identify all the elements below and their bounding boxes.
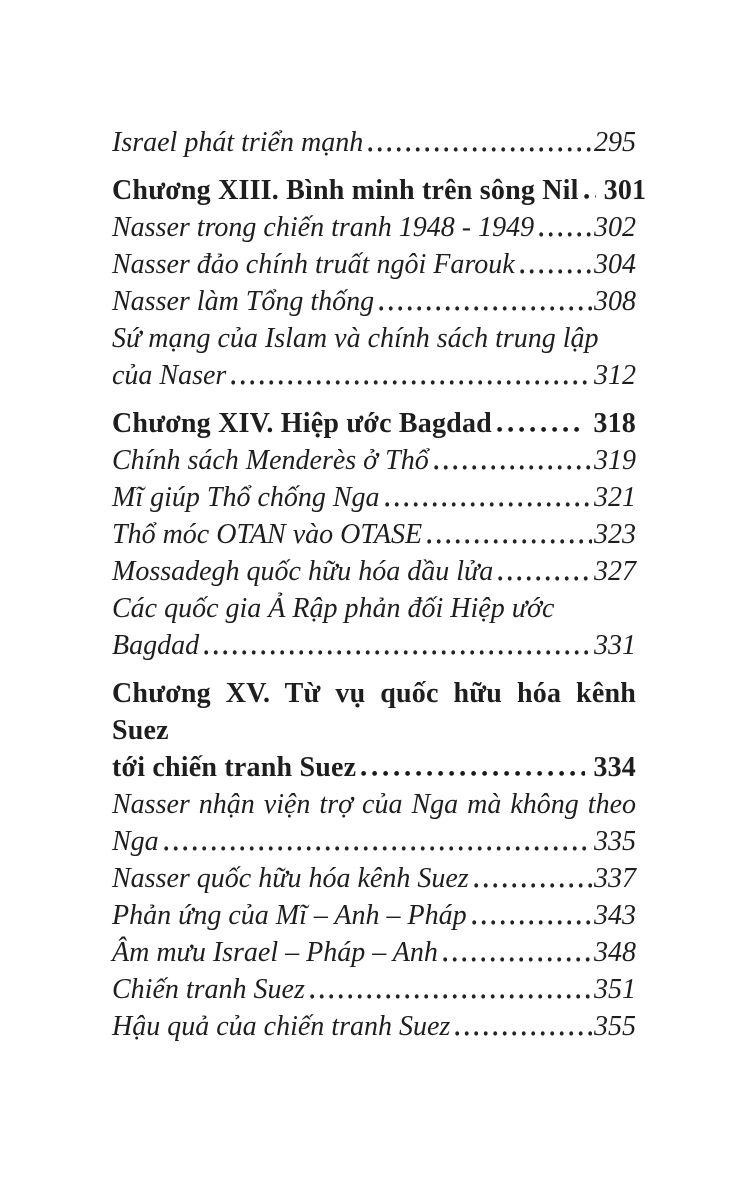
dot-leader	[361, 749, 585, 786]
toc-entry-title: của Naser	[112, 360, 227, 391]
toc-entry	[112, 860, 636, 897]
table-of-contents	[112, 124, 647, 1045]
toc-entry	[112, 283, 636, 320]
dot-leader	[368, 124, 592, 161]
toc-page-number: 321	[594, 482, 636, 513]
toc-entry	[112, 1008, 636, 1045]
dot-leader	[427, 516, 592, 553]
toc-page-number: 343	[594, 900, 636, 931]
toc-page-number: 319	[594, 445, 636, 476]
dot-leader	[231, 357, 592, 394]
toc-entry	[112, 786, 636, 860]
toc-entry	[112, 897, 636, 934]
dot-leader	[539, 209, 592, 246]
toc-chapter-title: Chương XIV. Hiệp ước Bagdad	[112, 408, 492, 439]
dot-leader	[455, 1008, 592, 1045]
dot-leader	[498, 553, 592, 590]
toc-page-number: 351	[594, 974, 636, 1005]
toc-entry-title: Nasser đảo chính truất ngôi Farouk	[112, 249, 515, 280]
toc-page-number: 323	[594, 519, 636, 550]
dot-leader	[584, 172, 596, 209]
toc-entry	[112, 590, 636, 664]
dot-leader	[434, 442, 592, 479]
toc-page-number: 335	[594, 826, 636, 857]
toc-entry	[112, 516, 636, 553]
toc-entry-chapter	[112, 172, 647, 209]
dot-leader	[310, 971, 592, 1008]
toc-page-number: 334	[593, 752, 636, 783]
toc-entry-chapter	[112, 405, 636, 442]
toc-entry	[112, 971, 636, 1008]
toc-entry-title: Bagdad	[112, 630, 200, 661]
toc-chapter-title-wrap: Chương XV. Từ vụ quốc hữu hóa kênh Suez	[112, 678, 636, 746]
toc-entry	[112, 124, 636, 161]
toc-entry-title: Nasser làm Tổng thống	[112, 286, 375, 317]
toc-chapter-title: Chương XIII. Bình minh trên sông Nil	[112, 175, 579, 206]
toc-entry	[112, 320, 636, 394]
toc-page-number: 295	[594, 127, 636, 158]
toc-entry-title-wrap: Sứ mạng của Islam và chính sách trung lập	[112, 323, 599, 354]
dot-leader	[443, 934, 592, 971]
toc-entry-title: Chiến tranh Suez	[112, 974, 305, 1005]
toc-page-number: 302	[594, 212, 636, 243]
toc-entry-title-wrap: Các quốc gia Ả Rập phản đối Hiệp ước	[112, 593, 555, 624]
toc-page-number: 308	[594, 286, 636, 317]
toc-entry-title: Nasser quốc hữu hóa kênh Suez	[112, 863, 469, 894]
dot-leader	[379, 283, 592, 320]
toc-entry	[112, 934, 636, 971]
dot-leader	[520, 246, 592, 283]
toc-entry-title: Nasser trong chiến tranh 1948 - 1949	[112, 212, 535, 243]
toc-page-number: 318	[593, 408, 636, 439]
toc-entry	[112, 246, 636, 283]
dot-leader	[204, 627, 592, 664]
toc-entry	[112, 442, 636, 479]
toc-entry-title: Mossadegh quốc hữu hóa dầu lửa	[112, 556, 494, 587]
toc-page-number: 312	[594, 360, 636, 391]
dot-leader	[474, 860, 592, 897]
dot-leader	[385, 479, 592, 516]
toc-page-number: 331	[594, 630, 636, 661]
toc-entry	[112, 553, 636, 590]
toc-page-number: 355	[594, 1011, 636, 1042]
toc-page-number: 337	[594, 863, 636, 894]
toc-entry-title: Mĩ giúp Thổ chống Nga	[112, 482, 380, 513]
toc-entry-title: Âm mưu Israel – Pháp – Anh	[112, 937, 438, 968]
toc-chapter-title: tới chiến tranh Suez	[112, 752, 357, 783]
toc-entry-title: Israel phát triển mạnh	[112, 127, 364, 158]
toc-page-number: 348	[594, 937, 636, 968]
toc-entry-chapter	[112, 675, 636, 786]
toc-entry	[112, 479, 636, 516]
toc-entry-title: Chính sách Menderès ở Thổ	[112, 445, 429, 476]
toc-page-number: 301	[603, 175, 647, 206]
toc-entry-title: Nga	[112, 826, 159, 857]
toc-entry-title: Thổ móc OTAN vào OTASE	[112, 519, 423, 550]
toc-entry-title-wrap: Nasser nhận viện trợ của Nga mà không theo	[112, 789, 636, 820]
toc-page-number: 304	[594, 249, 636, 280]
toc-entry-title: Phản ứng của Mĩ – Anh – Pháp	[112, 900, 467, 931]
dot-leader	[164, 823, 592, 860]
toc-page-number: 327	[594, 556, 636, 587]
dot-leader	[497, 405, 585, 442]
toc-entry-title: Hậu quả của chiến tranh Suez	[112, 1011, 451, 1042]
dot-leader	[472, 897, 592, 934]
toc-entry	[112, 209, 636, 246]
